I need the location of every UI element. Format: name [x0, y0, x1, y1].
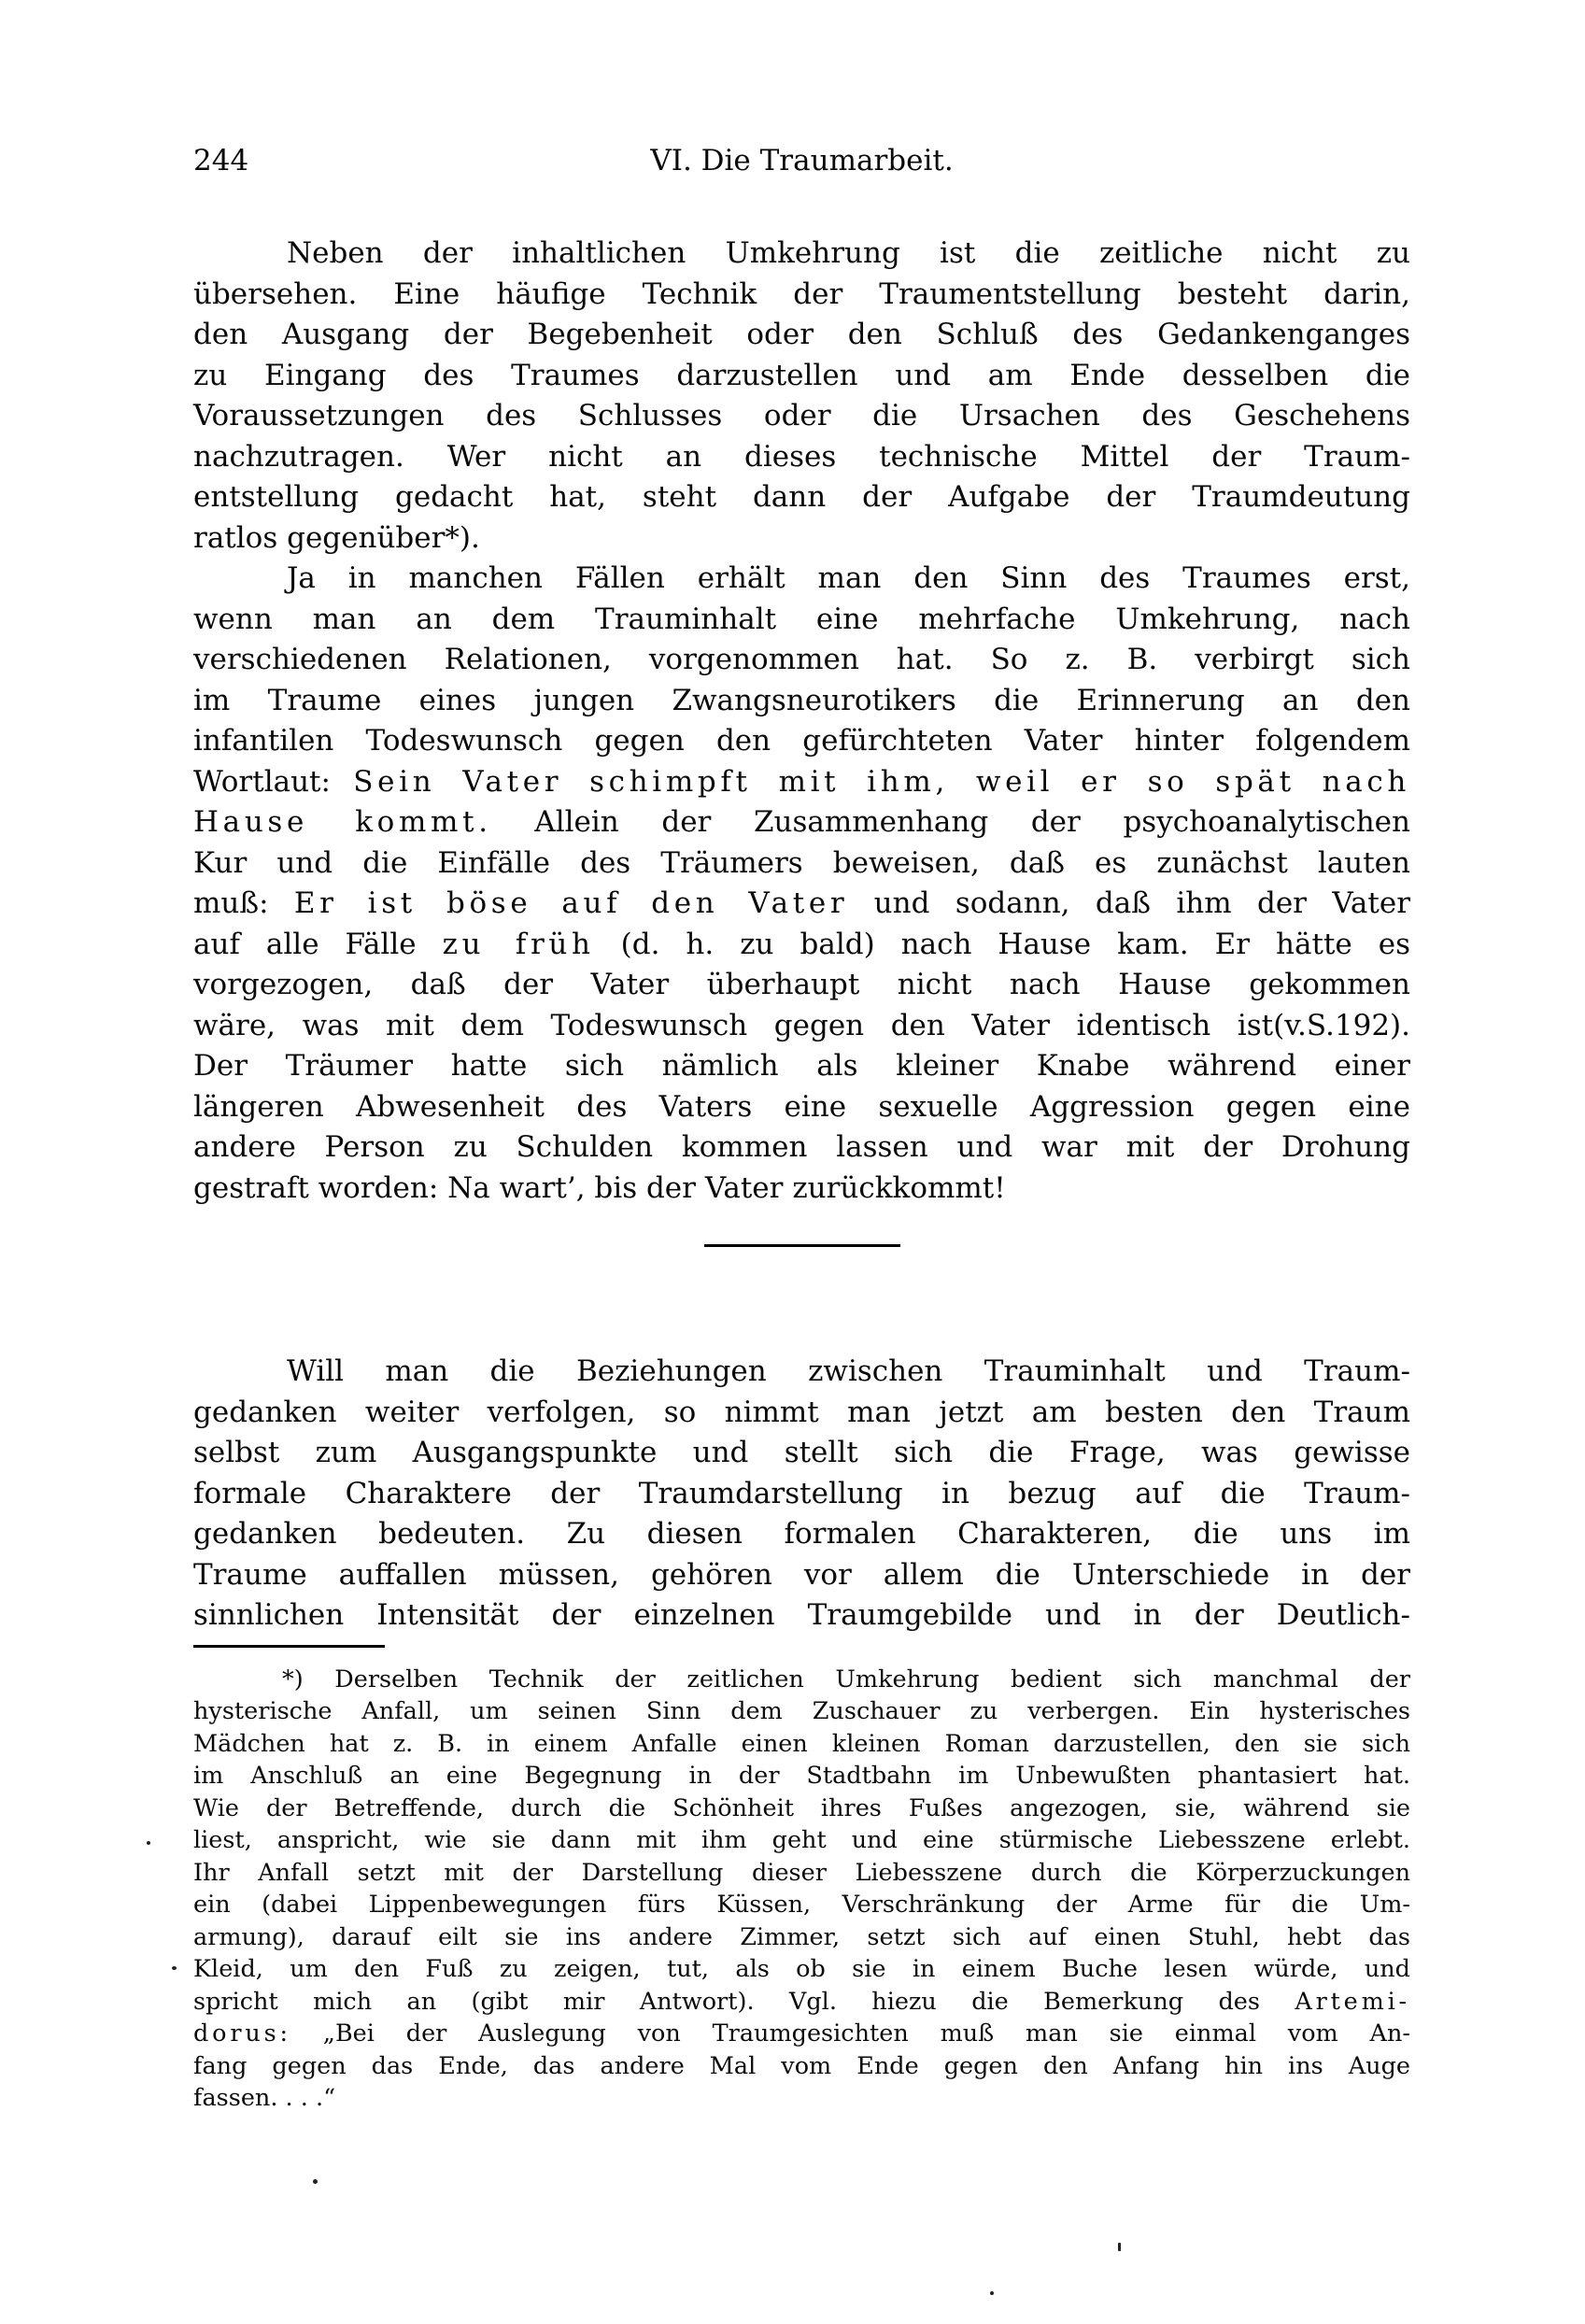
letterspaced-text: Er ist böse auf den Vater — [293, 886, 849, 920]
text-line — [193, 681, 1410, 722]
text-line — [193, 1555, 1410, 1596]
letterspaced-text: Hause kommt. — [193, 805, 492, 839]
text-line — [193, 2018, 1410, 2050]
text-segment: Kur und die Einfälle des Träumers beweisen, daß es zunächst lauten — [193, 845, 1410, 880]
text-line — [193, 1127, 1410, 1169]
text-segment: Neben der inhaltlichen Umkehrung ist die zeitliche nicht zu — [287, 236, 1410, 270]
text-segment: im Anschluß an eine Begegnung in der Stadtbahn im Unbewußten phantasiert hat. — [193, 1762, 1410, 1790]
text-segment: fassen. . . .“ — [193, 2084, 336, 2112]
text-segment: andere Person zu Schulden kommen lassen und war mit der Drohung — [193, 1130, 1410, 1164]
text-segment: sinnlichen Intensität der einzelnen Traumgebilde und in der Deutlich- — [193, 1598, 1410, 1632]
text-line — [193, 1728, 1410, 1761]
footnote-rule — [193, 1645, 385, 1648]
text-segment: übersehen. Eine häufige Technik der Traumentstellung besteht darin, — [193, 276, 1410, 311]
text-segment: Allein der Zusammenhang der psychoanalytischen — [491, 805, 1410, 839]
text-line — [193, 2050, 1410, 2083]
text-line — [193, 559, 1410, 600]
text-segment: Der Träumer hatte sich nämlich als kleiner Knabe während einer — [193, 1049, 1410, 1083]
text-line — [193, 1986, 1410, 2019]
text-line — [193, 1474, 1410, 1515]
text-segment: vorgezogen, daß der Vater überhaupt nicht nach Hause gekommen — [193, 968, 1410, 1001]
text-line — [193, 1695, 1410, 1728]
text-line — [193, 315, 1410, 356]
text-segment: ratlos gegenüber*). — [193, 520, 480, 555]
text-column — [193, 234, 1410, 2115]
letterspaced-text: dorus: — [193, 2019, 291, 2048]
text-segment: armung), darauf eilt sie ins andere Zimmer, setzt sich auf einen Stuhl, hebt das — [193, 1922, 1410, 1951]
text-segment: Voraussetzungen des Schlusses oder die Ursachen des Geschehens — [193, 399, 1410, 432]
scan-speck — [147, 1841, 150, 1845]
text-line — [193, 802, 1410, 843]
body-paragraph-1 — [193, 234, 1410, 559]
text-segment: nachzutragen. Wer nicht an dieses technische Mittel der Traum- — [193, 439, 1410, 474]
text-segment: *) Derselben Technik der zeitlichen Umkehrung bedient sich manchmal der — [282, 1665, 1410, 1693]
text-segment: Traume auffallen müssen, gehören vor allem die Unterschiede in der — [193, 1557, 1410, 1592]
text-segment: muß: — [193, 886, 294, 920]
text-line — [193, 1824, 1410, 1857]
text-segment: verschiedenen Relationen, vorgenommen hat. So z. B. verbirgt sich — [193, 643, 1410, 676]
text-segment: formale Charaktere der Traumdarstellung in bezug auf die Traum- — [193, 1476, 1410, 1510]
text-segment: liest, anspricht, wie sie dann mit ihm geht und eine stürmische Liebesszene erlebt. — [193, 1826, 1410, 1854]
letterspaced-text: Artemi- — [1295, 1987, 1410, 2016]
text-segment: hysterische Anfall, um seinen Sinn dem Zuschauer zu verbergen. Ein hysterisches — [193, 1697, 1410, 1725]
body-paragraph-2 — [193, 559, 1410, 1209]
text-line — [193, 1393, 1410, 1434]
page-number: 244 — [193, 144, 249, 177]
text-segment: Ihr Anfall setzt mit der Darstellung dieser Liebesszene durch die Körperzuckungen — [193, 1858, 1410, 1887]
text-line — [193, 1760, 1410, 1793]
text-segment: gedanken bedeuten. Zu diesen formalen Charakteren, die uns im — [193, 1517, 1410, 1551]
text-line — [193, 1921, 1410, 1954]
text-line — [193, 356, 1410, 397]
text-line — [193, 925, 1410, 966]
text-line — [193, 1046, 1410, 1087]
text-line — [193, 1352, 1410, 1393]
letterspaced-text: zu früh — [442, 927, 595, 961]
text-segment: gedanken weiter verfolgen, so nimmt man jetzt am besten den Traum — [193, 1395, 1410, 1429]
scan-speck — [313, 2179, 318, 2184]
footnote — [193, 1664, 1410, 2115]
text-segment: Wie der Betreffende, durch die Schönheit ihres Fußes angezogen, sie, während sie — [193, 1793, 1410, 1822]
text-line — [193, 1006, 1410, 1047]
text-line — [193, 1664, 1410, 1696]
text-line — [193, 640, 1410, 681]
text-line — [193, 1595, 1410, 1637]
text-line — [193, 884, 1410, 925]
text-segment: auf alle Fälle — [193, 927, 443, 961]
text-line — [193, 762, 1410, 803]
text-segment: selbst zum Ausgangspunkte und stellt sich die Frage, was gewisse — [193, 1436, 1410, 1469]
text-segment: Ja in manchen Fällen erhält man den Sinn des Traumes erst, — [287, 561, 1410, 595]
text-segment: fang gegen das Ende, das andere Mal vom Ende gegen den Anfang hin ins Auge — [193, 2051, 1410, 2080]
text-line — [193, 477, 1410, 518]
text-segment: Will man die Beziehungen zwischen Trauminhalt und Traum- — [287, 1354, 1410, 1388]
text-segment: „Bei der Auslegung von Traumgesichten muß man sie einmal vom An- — [290, 2019, 1410, 2048]
text-line — [193, 1433, 1410, 1474]
text-line — [193, 396, 1410, 437]
text-line — [193, 721, 1410, 762]
text-segment: Mädchen hat z. B. in einem Anfalle einen kleinen Roman darzustellen, den sie sich — [193, 1729, 1410, 1758]
scan-speck — [172, 1966, 177, 1970]
text-segment: und sodann, daß ihm der Vater — [848, 886, 1411, 920]
text-segment: ein (dabei Lippenbewegungen fürs Küssen, Verschränkung der Arme für die Um- — [193, 1891, 1410, 1919]
scan-speck — [990, 2291, 994, 2295]
text-line — [193, 1857, 1410, 1890]
letterspaced-text: Sein Vater schimpft mit ihm, weil er so spät nach — [353, 764, 1410, 799]
text-line — [193, 1087, 1410, 1128]
text-line — [193, 437, 1410, 478]
text-line — [193, 843, 1410, 885]
text-line — [193, 275, 1410, 316]
running-head: VI. Die Traumarbeit. — [650, 144, 954, 177]
text-segment: infantilen Todeswunsch gegen den gefürchteten Vater hinter folgendem — [193, 724, 1410, 758]
text-line — [193, 518, 1410, 560]
text-line — [193, 1793, 1410, 1825]
text-segment: spricht mich an (gibt mir Antwort). Vgl. hiezu die Bemerkung des — [193, 1987, 1295, 2016]
text-segment: wenn man an dem Trauminhalt eine mehrfache Umkehrung, nach — [193, 602, 1410, 636]
text-segment: Wortlaut: — [193, 764, 354, 799]
text-line — [193, 234, 1410, 275]
text-segment: entstellung gedacht hat, steht dann der Aufgabe der Traumdeutung — [193, 480, 1410, 514]
text-line — [193, 600, 1410, 641]
text-segment: im Traume eines jungen Zwangsneurotikers die Erinnerung an den — [193, 683, 1410, 717]
text-line — [193, 1169, 1410, 1210]
text-line — [193, 965, 1410, 1006]
body-paragraph-3 — [193, 1352, 1410, 1637]
text-line — [193, 1953, 1410, 1986]
scan-speck — [1118, 2243, 1121, 2251]
text-segment: gestraft worden: Na wart’, bis der Vater zurückkommt! — [193, 1170, 1006, 1205]
text-segment: längeren Abwesenheit des Vaters eine sexuelle Aggression gegen eine — [193, 1089, 1410, 1124]
text-segment: zu Eingang des Traumes darzustellen und am Ende desselben die — [193, 358, 1410, 392]
text-line — [193, 1514, 1410, 1555]
text-segment: den Ausgang der Begebenheit oder den Schluß des Gedankenganges — [193, 318, 1410, 351]
text-segment: Kleid, um den Fuß zu zeigen, tut, als ob sie in einem Buche lesen würde, und — [193, 1955, 1410, 1983]
text-segment: wäre, was mit dem Todeswunsch gegen den Vater identisch ist(v.S.192). — [193, 1008, 1410, 1042]
text-line — [193, 2082, 1410, 2115]
section-divider-rule — [704, 1244, 900, 1247]
text-line — [193, 1889, 1410, 1921]
text-segment: (d. h. zu bald) nach Hause kam. Er hätte es — [594, 927, 1410, 961]
